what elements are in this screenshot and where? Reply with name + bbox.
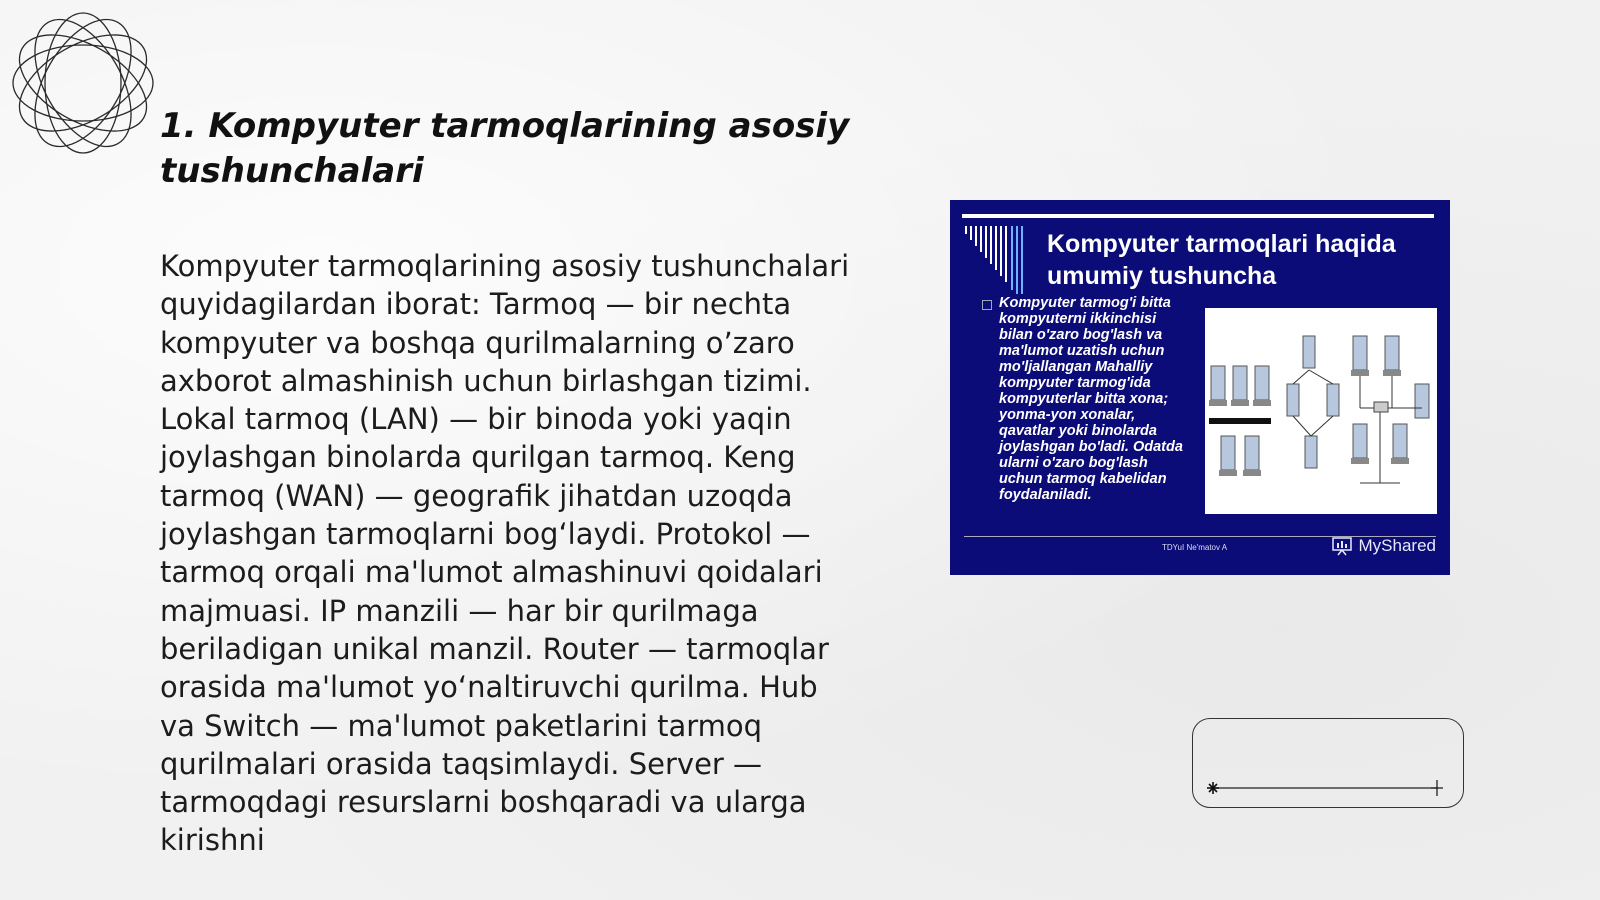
decorative-rings-graphic (10, 10, 156, 156)
page-title: 1. Kompyuter tarmoqlarining asosiy tushunchalari (160, 106, 850, 191)
decorative-line-with-stars (1205, 778, 1445, 798)
network-diagram-image (1205, 308, 1437, 514)
slide-watermark (1331, 536, 1436, 556)
slide-bullet-icon (982, 300, 992, 310)
embedded-slide-image (950, 200, 1450, 575)
slide-title: Kompyuter tarmoqlari haqida umumiy tushuncha (1047, 230, 1396, 290)
slide-stripes-decoration (962, 224, 1032, 296)
presentation-board-icon (1331, 536, 1353, 556)
slide-top-rule (962, 214, 1434, 218)
slide-footer-author: TDYuI Ne'matov A (1162, 543, 1228, 552)
body-paragraph: Kompyuter tarmoqlarining asosiy tushunchalari quyidagilardan iborat: Tarmoq — bir nechta kompyuter va boshqa qurilmalarning o’zaro axborot almashinish uchun birlashgan tizimi. Lokal tarmoq (LAN) — bir binoda yoki yaqin joylashgan binolarda qurilgan tarmoq. Keng tarmoq (WAN) — geografik jihatdan uzoqda joylashgan tarmoqlarni bog‘laydi. Protokol — tarmoq orqali ma'lumot almashinuvi qoidalari majmuasi. IP manzili — har bir qurilmaga beriladigan unikal manzil. Router — tarmoqlar orasida ma'lumot yo‘naltiruvchi qurilma. Hub va Switch — ma'lumot paketlarini tarmoq qurilmalari orasida taqsimlaydi. Server — tarmoqdagi resurslarni boshqaradi va ularga kirishni (160, 249, 850, 858)
slide-body-text: Kompyuter tarmog'i bitta kompyuterni ikkinchisi bilan o'zaro bog'lash va ma'lumot uzatish uchun mo'ljallangan Mahalliy kompyuter tarmog'ida kompyuterlar bitta xona; yonma-yon xonalar, qavatlar yoki binolarda joylashgan bo'ladi. Odatda ularni o'zaro bog'lash uchun tarmoq kabelidan foydalaniladi. (999, 295, 1183, 503)
watermark-text: MyShared (1358, 536, 1436, 555)
